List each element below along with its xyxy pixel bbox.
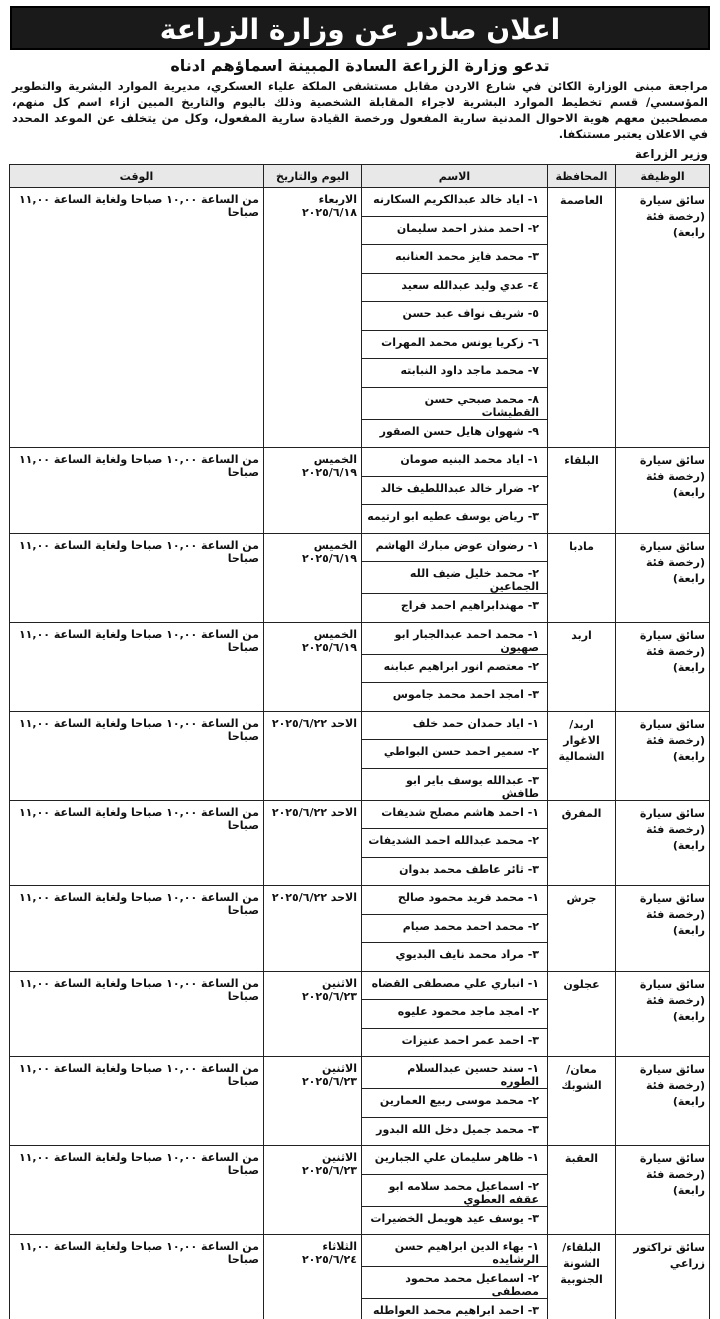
- table-row: [10, 622, 710, 654]
- table-row: [10, 533, 710, 562]
- name-cell: ١- احمد هاشم مصلح شديفات: [362, 800, 548, 829]
- name-cell: ٢- امجد ماجد محمود عليوه: [362, 1000, 548, 1029]
- table-row: [10, 1057, 710, 1089]
- announcement-subtitle: تدعو وزارة الزراعة السادة المبينة اسماؤهم ادناه: [170, 56, 550, 75]
- name-cell: ٢- محمد عبدالله احمد الشديفات: [362, 829, 548, 858]
- name-cell: ٣- يوسف عيد هويمل الخضيرات: [362, 1206, 548, 1235]
- table-row: [10, 800, 710, 829]
- governorate-cell: المفرق: [548, 800, 616, 886]
- table-row: [10, 1235, 710, 1267]
- table-row: [10, 1146, 710, 1175]
- job-cell: سائق سيارة (رخصة فئة رابعة): [616, 886, 710, 972]
- table-header-row: [10, 165, 710, 188]
- job-cell: سائق سيارة (رخصة فئة رابعة): [616, 1057, 710, 1146]
- time-cell: من الساعة ١٠,٠٠ صباحا ولغاية الساعة ١١,٠٠ صباحا: [10, 711, 264, 800]
- date-cell: الاربعاء ٢٠٢٥/٦/١٨: [264, 188, 362, 448]
- name-cell: ١- بهاء الدين ابراهيم حسن الرشايده: [362, 1235, 548, 1267]
- governorate-cell: معان/الشوبك: [548, 1057, 616, 1146]
- governorate-cell: جرش: [548, 886, 616, 972]
- date-cell: الاثنين ٢٠٢٥/٦/٢٣: [264, 1146, 362, 1235]
- name-cell: ٢- احمد منذر احمد سليمان: [362, 216, 548, 245]
- name-cell: ٨- محمد صبحي حسن القطيشات: [362, 387, 548, 419]
- date-cell: الاحد ٢٠٢٥/٦/٢٢: [264, 886, 362, 972]
- name-cell: ٢- معتصم انور ابراهيم عبابنه: [362, 654, 548, 683]
- governorate-cell: اربد/الاغوار الشمالية: [548, 711, 616, 800]
- time-cell: من الساعة ١٠,٠٠ صباحا ولغاية الساعة ١١,٠٠ صباحا: [10, 886, 264, 972]
- name-cell: ٢- محمد موسى ربيع العمارين: [362, 1089, 548, 1118]
- time-cell: من الساعة ١٠,٠٠ صباحا ولغاية الساعة ١١,٠٠ صباحا: [10, 1146, 264, 1235]
- name-cell: ٢- ضرار خالد عبداللطيف خالد: [362, 476, 548, 505]
- name-cell: ١- اياد خالد عبدالكريم السكارنه: [362, 188, 548, 217]
- name-cell: ٣- ثائر عاطف محمد بدوان: [362, 857, 548, 886]
- header-job: الوظيفة: [616, 165, 710, 188]
- name-cell: ١- محمد احمد عبدالجبار ابو صهيون: [362, 622, 548, 654]
- time-cell: من الساعة ١٠,٠٠ صباحا ولغاية الساعة ١١,٠٠ صباحا: [10, 971, 264, 1057]
- name-cell: ٣- مهندابراهيم احمد فراج: [362, 594, 548, 623]
- name-cell: ١- سند حسين عبدالسلام الطوره: [362, 1057, 548, 1089]
- table-row: [10, 448, 710, 477]
- time-cell: من الساعة ١٠,٠٠ صباحا ولغاية الساعة ١١,٠٠ صباحا: [10, 1235, 264, 1319]
- name-cell: ١- محمد فريد محمود صالح: [362, 886, 548, 915]
- job-cell: سائق سيارة (رخصة فئة رابعة): [616, 1146, 710, 1235]
- time-cell: من الساعة ١٠,٠٠ صباحا ولغاية الساعة ١١,٠٠ صباحا: [10, 800, 264, 886]
- name-cell: ٧- محمد ماجد داود النبابته: [362, 359, 548, 388]
- name-cell: ٥- شريف نواف عبد حسن: [362, 302, 548, 331]
- time-cell: من الساعة ١٠,٠٠ صباحا ولغاية الساعة ١١,٠٠ صباحا: [10, 533, 264, 622]
- job-cell: سائق تراكتور زراعي: [616, 1235, 710, 1319]
- governorate-cell: اربد: [548, 622, 616, 711]
- governorate-cell: العاصمة: [548, 188, 616, 448]
- announcement-signature: وزير الزراعة: [634, 147, 708, 161]
- time-cell: من الساعة ١٠,٠٠ صباحا ولغاية الساعة ١١,٠٠ صباحا: [10, 622, 264, 711]
- name-cell: ٣- محمد فايز محمد العنانبه: [362, 245, 548, 274]
- name-cell: ٢- محمد احمد محمد صيام: [362, 914, 548, 943]
- name-cell: ٢- محمد خليل ضيف الله الجماعين: [362, 562, 548, 594]
- header-governorate: المحافظة: [548, 165, 616, 188]
- table-row: [10, 971, 710, 1000]
- name-cell: ٣- عبدالله يوسف باير ابو طافش: [362, 768, 548, 800]
- date-cell: الاحد ٢٠٢٥/٦/٢٢: [264, 800, 362, 886]
- name-cell: ٢- سمير احمد حسن البواطي: [362, 740, 548, 769]
- governorate-cell: البلقاء: [548, 448, 616, 534]
- time-cell: من الساعة ١٠,٠٠ صباحا ولغاية الساعة ١١,٠٠ صباحا: [10, 188, 264, 448]
- header-date: اليوم والتاريخ: [264, 165, 362, 188]
- name-cell: ٢- اسماعيل محمد محمود مصطفى: [362, 1267, 548, 1299]
- name-cell: ٣- امجد احمد محمد جاموس: [362, 683, 548, 712]
- name-cell: ٩- شهوان هايل حسن الصقور: [362, 419, 548, 448]
- name-cell: ١- انباري علي مصطفى القضاه: [362, 971, 548, 1000]
- name-cell: ٣- مراد محمد نايف البديوي: [362, 943, 548, 972]
- job-cell: سائق سيارة (رخصة فئة رابعة): [616, 188, 710, 448]
- name-cell: ١- ظاهر سليمان علي الجبارين: [362, 1146, 548, 1175]
- name-cell: ٣- رياض يوسف عطيه ابو ارتيمه: [362, 505, 548, 534]
- time-cell: من الساعة ١٠,٠٠ صباحا ولغاية الساعة ١١,٠٠ صباحا: [10, 448, 264, 534]
- name-cell: ١- رضوان عوض مبارك الهاشم: [362, 533, 548, 562]
- interview-schedule-table: [9, 164, 710, 1319]
- date-cell: الثلاثاء ٢٠٢٥/٦/٢٤: [264, 1235, 362, 1319]
- table-row: [10, 711, 710, 740]
- date-cell: الخميس ٢٠٢٥/٦/١٩: [264, 533, 362, 622]
- name-cell: ٣- احمد عمر احمد عنيزات: [362, 1028, 548, 1057]
- governorate-cell: مادبا: [548, 533, 616, 622]
- name-cell: ١- اياد محمد البنيه صومان: [362, 448, 548, 477]
- time-cell: من الساعة ١٠,٠٠ صباحا ولغاية الساعة ١١,٠٠ صباحا: [10, 1057, 264, 1146]
- table-row: [10, 886, 710, 915]
- name-cell: ١- اياد حمدان حمد خلف: [362, 711, 548, 740]
- announcement-intro: مراجعة مبنى الوزارة الكائن في شارع الاردن مقابل مستشفى الملكة علياء العسكري، مديرية الموارد البشرية والتطوير المؤسسي/ قسم تخطيط الموارد البشرية لاجراء المقابلة الشخصية وذلك باليوم والتاريخ المبين ازاء اسم كل منهم، مصطحبين معهم هوية الاحوال المدنية سارية المفعول ورخصة القيادة سارية المفعول، وكل من يتخلف عن الموعد المحدد في الاعلان يعتبر مستنكفا.: [12, 79, 708, 141]
- header-name: الاسم: [362, 165, 548, 188]
- job-cell: سائق سيارة (رخصة فئة رابعة): [616, 711, 710, 800]
- table-row: [10, 188, 710, 217]
- name-cell: ٤- عدي وليد عبدالله سعيد: [362, 273, 548, 302]
- name-cell: ٢- اسماعيل محمد سلامه ابو عقفه العطوي: [362, 1174, 548, 1206]
- job-cell: سائق سيارة (رخصة فئة رابعة): [616, 622, 710, 711]
- date-cell: الخميس ٢٠٢٥/٦/١٩: [264, 448, 362, 534]
- name-cell: ٦- زكريا يونس محمد المهرات: [362, 330, 548, 359]
- date-cell: الاحد ٢٠٢٥/٦/٢٢: [264, 711, 362, 800]
- name-cell: ٣- محمد جميل دخل الله البدور: [362, 1117, 548, 1146]
- job-cell: سائق سيارة (رخصة فئة رابعة): [616, 448, 710, 534]
- job-cell: سائق سيارة (رخصة فئة رابعة): [616, 533, 710, 622]
- announcement-banner: اعلان صادر عن وزارة الزراعة: [10, 6, 710, 50]
- governorate-cell: البلقاء/الشونة الجنوبية: [548, 1235, 616, 1319]
- table-body: [10, 188, 710, 1319]
- job-cell: سائق سيارة (رخصة فئة رابعة): [616, 971, 710, 1057]
- header-time: الوقت: [10, 165, 264, 188]
- governorate-cell: عجلون: [548, 971, 616, 1057]
- date-cell: الاثنين ٢٠٢٥/٦/٢٣: [264, 971, 362, 1057]
- date-cell: الاثنين ٢٠٢٥/٦/٢٣: [264, 1057, 362, 1146]
- governorate-cell: العقبة: [548, 1146, 616, 1235]
- date-cell: الخميس ٢٠٢٥/٦/١٩: [264, 622, 362, 711]
- job-cell: سائق سيارة (رخصة فئة رابعة): [616, 800, 710, 886]
- name-cell: ٣- احمد ابراهيم محمد العواطله: [362, 1299, 548, 1319]
